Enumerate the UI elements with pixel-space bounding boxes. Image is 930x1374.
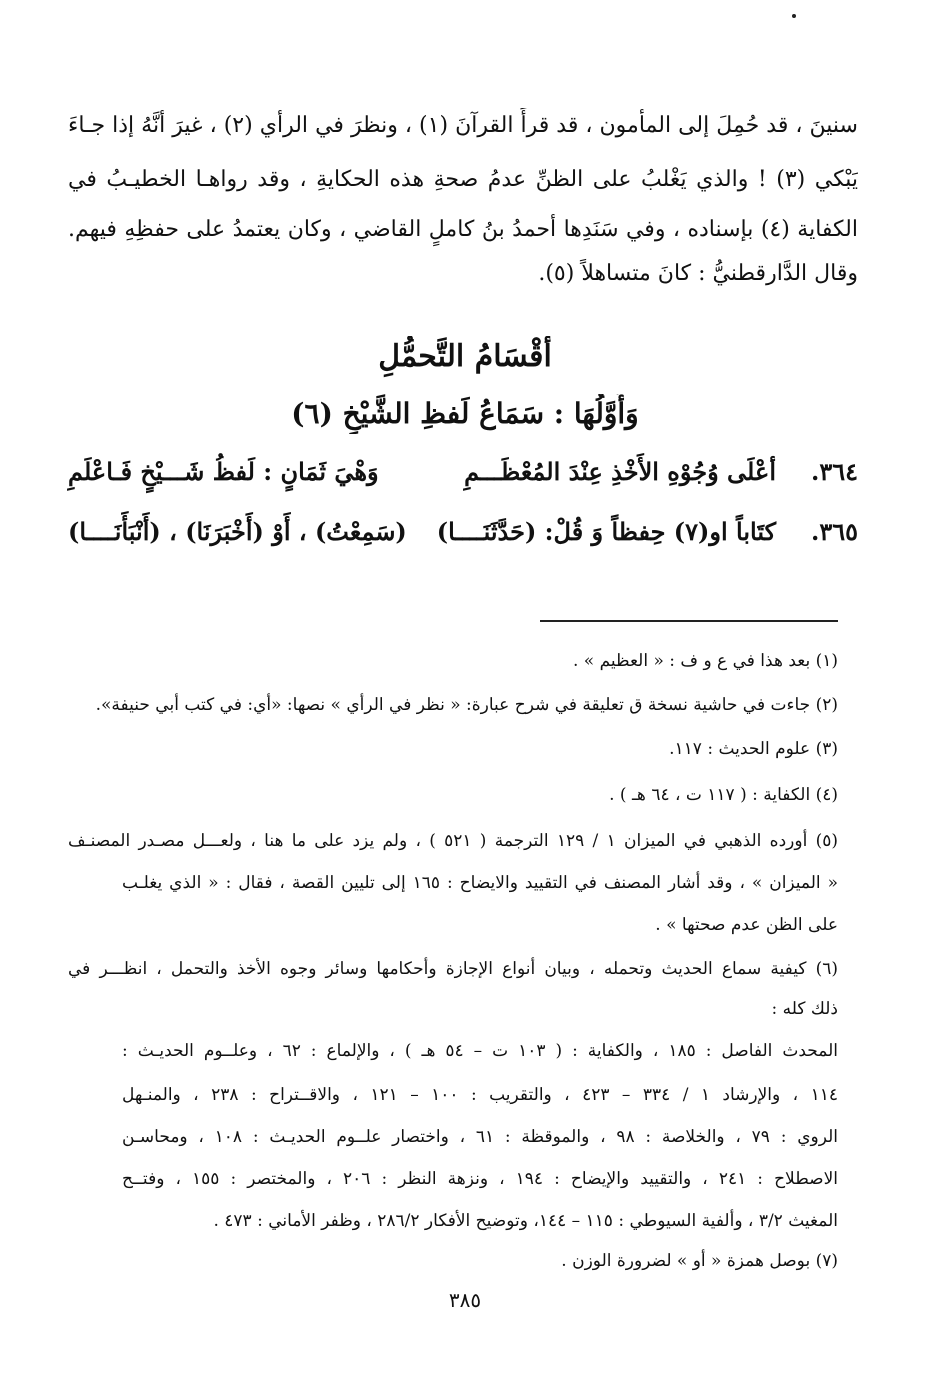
footnote-6-line-6: الاصطلاح : ٢٤١ ، والتقييد والإيضاح : ١٩٤ ، ونزهة النظر : ٢٠٦ ، والمختصر : ١٥٥ ، وفتــح (122, 1169, 838, 1189)
footnote-6-line-5: الروي : ٧٩ ، والخلاصة : ٩٨ ، والموقظة : ٦١ ، واختصار علــوم الحديـث : ١٠٨ ، ومحاسـن (122, 1127, 838, 1147)
verse-first-hemistich: كتَاباً او(٧) حِفظاً وَ قُلْ: (حَدَّثَنَــــا) (436, 517, 776, 546)
verse-364 (68, 448, 858, 496)
footnote-6-line-3: المحدث الفاصل : ١٨٥ ، والكفاية : ( ١٠٣ ت – ٥٤ هـ ) ، والإلماع : ٦٢ ، وعلــوم الحديـث : (122, 1041, 838, 1061)
verse-number: ٣٦٥. (810, 517, 858, 546)
verse-second-hemistich: وَهْيَ ثَمَانٍ : لَفظُ شَـــيْخٍ فَـاعْلَمِ (68, 457, 379, 486)
footnote-7: (٧) بوصل همزة « أو » لضرورة الوزن . (561, 1251, 838, 1271)
verse-second-hemistich: (سَمِعْتُ) ، أَوْ (أَخْبَرَنَا) ، (أَنْبَأَنَــــا) (68, 517, 407, 546)
footnote-5-line-3: على الظن عدم صحتها » . (655, 915, 838, 935)
footnote-6-line-7: المغيث ٣/٢ ، وألفية السيوطي : ١١٥ – ١٤٤، وتوضيح الأفكار ٢٨٦/٢ ، وظفر الأماني : ٤٧٣ . (213, 1211, 838, 1231)
verse-365 (68, 508, 858, 556)
body-line-4: وقال الدَّارقطنيُّ : كانَ متساهلاً (٥). (538, 261, 858, 286)
page-mark (792, 14, 796, 18)
footnote-5-line-2: « الميزان » ، وقد أشار المصنف في التقييد والايضاح : ١٦٥ إلى تليين القصة ، فقال : « الذي يغلـب (122, 873, 838, 893)
body-line-2: يَبْكي (٣) ! والذي يَغْلبُ على الظنِّ عدمُ صحةِ هذه الحكايةِ ، وقد رواهـا الخطيـبُ في (68, 167, 858, 192)
section-title: أقْسَامُ التَّحمُّلِ (378, 339, 552, 374)
page-number: ٣٨٥ (448, 1288, 482, 1312)
footnote-6-line-2: ذلك كله : (771, 999, 838, 1019)
body-line-3: الكفاية (٤) بإسناده ، وفي سَنَدِها أحمدُ بنُ كاملٍ القاضي ، وكان يعتمدُ على حفظِهِ فيهم. (68, 217, 858, 242)
footnote-4: (٤) الكفاية : ( ١١٧ ت ، ٦٤ هـ ) . (609, 785, 838, 805)
verse-number: ٣٦٤. (810, 457, 858, 486)
footnote-6-line-4: ١١٤ ، والإرشاد ١ / ٣٣٤ – ٤٢٣ ، والتقريب : ١٠٠ – ١٢١ ، والاقــتراح : ٢٣٨ ، والمنـهل (122, 1085, 838, 1105)
verse-first-hemistich: أعْلَى وُجُوْهِ الأَخْذِ عِنْدَ المُعْظَـــمِ (464, 457, 776, 486)
footnote-3: (٣) علوم الحديث : ١١٧. (669, 739, 838, 759)
footnote-2: (٢) جاءت في حاشية نسخة ق تعليقة في شرح عبارة: « نظر في الرأي » نصها: «أي: في كتب أبي حنيفة». (95, 695, 838, 715)
footnote-6-line-1: (٦) كيفية سماع الحديث وتحمله ، وبيان أنواع الإجازة وأحكامها وسائر وجوه الأخذ والتحمل ، انظـــر في (68, 959, 838, 979)
section-subtitle: وَأَوَّلُهَا : سَمَاعُ لَفظِ الشَّيْخِ (٦) (291, 397, 639, 430)
body-line-1: سنينَ ، قد حُمِلَ إلى المأمون ، قد قرأَ القرآنَ (١) ، ونظرَ في الرأي (٢) ، غيرَ أنَّهُ إذا جـاءَ (68, 113, 858, 138)
footnote-separator (540, 620, 838, 622)
footnote-1: (١) بعد هذا في ع و ف : « العظيم » . (572, 651, 838, 671)
footnote-5-line-1: (٥) أورده الذهبي في الميزان ١ / ١٢٩ الترجمة ( ٥٢١ ) ، ولم يزد على ما هنا ، ولعـــل مصـدر المصنـف (68, 831, 838, 851)
